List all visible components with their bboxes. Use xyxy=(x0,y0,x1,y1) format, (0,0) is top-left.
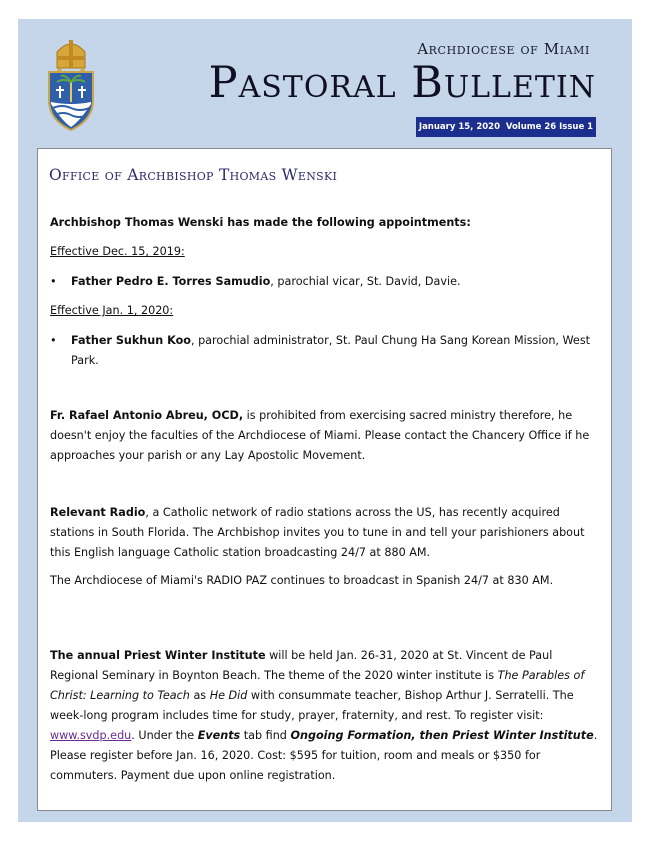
appointment-detail: , parochial vicar, St. David, Davie. xyxy=(270,275,461,288)
svdp-link[interactable]: www.svdp.edu xyxy=(50,729,132,742)
issue-date: January 15, 2020 xyxy=(418,122,501,132)
radio-name: Relevant Radio xyxy=(50,506,146,519)
radio-paragraph xyxy=(50,503,602,563)
institute-lead-b: Priest Winter Institute xyxy=(123,649,266,662)
institute-lead-a: The annual xyxy=(50,649,124,662)
institute-events: Events xyxy=(197,729,241,742)
organization-name: Archdiocese of Miami xyxy=(417,40,590,58)
list-item xyxy=(50,272,602,292)
effective-date-2: Effective Jan. 1, 2020: xyxy=(50,304,174,317)
appointment-detail: , parochial administrator, St. Paul Chung Ha Sang Korean Mission, West Park. xyxy=(71,334,591,367)
radio-text: , a Catholic network of radio stations across the US, has recently acquired stations in South Florida. The Archbishop invites you to tune in and tell your parishioners about this English language Catholic station broadcasting 24/7 at 880 AM. xyxy=(50,506,585,559)
content-box xyxy=(37,148,612,811)
institute-theme-a: The Parables of Christ: Learning to Teach xyxy=(50,669,585,702)
bullet-icon: • xyxy=(50,275,57,288)
archdiocese-coat-of-arms-icon xyxy=(35,38,107,134)
office-heading: Office of Archbishop Thomas Wenski xyxy=(49,166,338,184)
radio-paz-paragraph: The Archdiocese of Miami's RADIO PAZ continues to broadcast in Spanish 24/7 at 830 AM. xyxy=(50,574,554,587)
institute-text-3: . Under the xyxy=(131,729,198,742)
bullet-icon: • xyxy=(50,334,57,347)
bulletin-title: Pastoral Bulletin xyxy=(208,58,596,108)
issue-bar xyxy=(416,117,596,137)
notice-name: Fr. Rafael Antonio Abreu, OCD, xyxy=(50,409,244,422)
appointments-intro: Archbishop Thomas Wenski has made the following appointments: xyxy=(50,216,471,229)
institute-text-4: tab find xyxy=(240,729,291,742)
institute-theme-b: He Did xyxy=(209,689,248,702)
appointee-name: Father Sukhun Koo xyxy=(71,334,191,347)
effective-date-1: Effective Dec. 15, 2019: xyxy=(50,245,185,258)
institute-ongoing: Ongoing Formation, then Priest Winter Institute xyxy=(290,729,594,742)
appointee-name: Father Pedro E. Torres Samudio xyxy=(71,275,271,288)
institute-text-5: . Please register before Jan. 16, 2020. Cost: $595 for tuition, room and meals or $350 for commuters. Payment due upon online registration. xyxy=(50,729,598,782)
notice-paragraph xyxy=(50,406,602,466)
institute-text-1: will be held Jan. 26-31, 2020 at St. Vincent de Paul Regional Seminary in Boynton Beach. The theme of the 2020 winter institute is xyxy=(50,649,553,682)
institute-text-as: as xyxy=(189,689,210,702)
institute-paragraph xyxy=(50,646,602,786)
notice-text: is prohibited from exercising sacred ministry therefore, he doesn't enjoy the faculties of the Archdiocese of Miami. Please contact the Chancery Office if he approaches your parish or any Lay Apostolic Movement. xyxy=(50,409,590,462)
institute-text-2: with consummate teacher, Bishop Arthur J. Serratelli. The week-long program includes time for study, prayer, fraternity, and rest. To register visit: xyxy=(50,689,574,722)
list-item xyxy=(50,331,602,371)
issue-volume: Volume 26 Issue 1 xyxy=(505,122,594,132)
